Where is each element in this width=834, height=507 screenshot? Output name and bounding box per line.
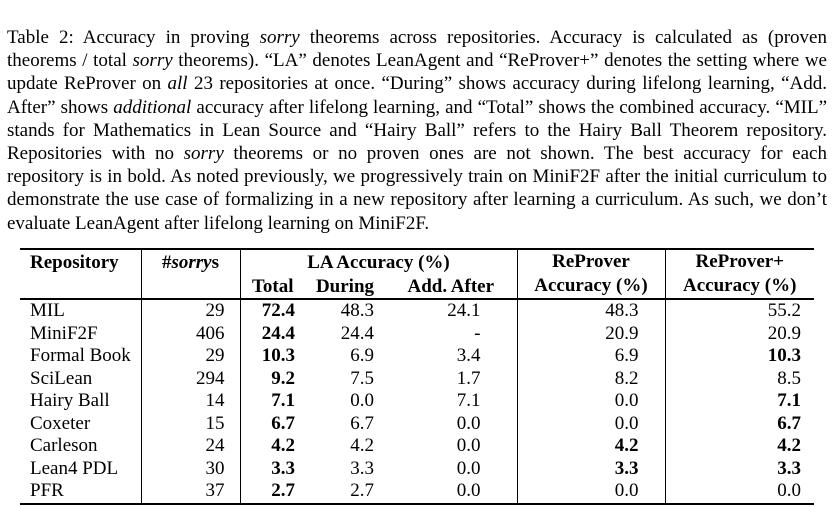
- cell-la-during: 6.7: [350, 412, 374, 434]
- cell-repository: SciLean: [20, 368, 141, 391]
- cell-la-total: 4.2: [271, 435, 295, 456]
- cell-sorrys: 24: [141, 435, 240, 458]
- header-reprover-line1: ReProver: [552, 251, 630, 272]
- cell-reprover-accuracy: 0.0: [517, 413, 665, 436]
- cell-reprover-accuracy: 0.0: [517, 480, 665, 504]
- table-row: [20, 368, 814, 391]
- cell-repository: Formal Book: [20, 345, 141, 368]
- cell-reprover-plus-accuracy: 6.7: [777, 412, 801, 434]
- cell-la-total: 3.3: [271, 457, 295, 479]
- caption-text: theorems). “LA” denotes LeanAgent and “ReProver+” denotes the setting where we update ReProver on: [7, 50, 827, 95]
- cell-repository: Lean4 PDL: [20, 458, 141, 481]
- cell-sorrys: 29: [141, 299, 240, 323]
- cell-la-add-after: 0.0: [385, 458, 517, 481]
- cell-reprover-plus-accuracy: 3.3: [777, 457, 801, 479]
- cell-la-during: 0.0: [350, 390, 374, 411]
- table-row: [20, 323, 814, 346]
- header-row-1: [20, 249, 814, 276]
- caption-italic-term: sorry: [132, 50, 173, 72]
- cell-reprover-accuracy: 20.9: [517, 323, 665, 346]
- cell-reprover-accuracy: 6.9: [517, 345, 665, 368]
- cell-la-during: 3.3: [350, 457, 374, 479]
- cell-reprover-accuracy: 0.0: [517, 390, 665, 413]
- results-table: [20, 248, 814, 505]
- cell-la-total: 2.7: [271, 480, 295, 501]
- caption-text: 23 repositories at once. “During” shows accuracy during lifelong learning, “Add. After” shows: [7, 73, 827, 118]
- caption-italic-term: sorry: [259, 27, 300, 48]
- header-la-add-after: Add. After: [385, 276, 517, 299]
- header-reprover-plus-line1: ReProver+: [695, 251, 785, 272]
- cell-la-during: 6.9: [350, 345, 374, 366]
- table-row: [20, 480, 814, 504]
- caption-italic-term: additional: [113, 96, 192, 118]
- table-header: [20, 249, 814, 299]
- caption-italic-term: sorry: [183, 143, 224, 165]
- cell-la-total: 9.2: [271, 367, 295, 389]
- cell-sorrys: 14: [141, 390, 240, 413]
- cell-la-total: 6.7: [271, 412, 295, 434]
- header-sorrys: [141, 249, 240, 299]
- cell-la-during: 7.5: [350, 367, 374, 389]
- caption-italic-term: all: [167, 73, 188, 95]
- caption-text: theorems across repositories. Accuracy is calculated as (proven theorems / total: [7, 27, 827, 72]
- header-reprover-plus-line2: Accuracy (%): [683, 275, 797, 296]
- cell-reprover-plus-accuracy: 55.2: [767, 300, 801, 321]
- cell-reprover-plus-accuracy: 8.5: [777, 367, 801, 389]
- cell-repository: MiniF2F: [20, 323, 141, 346]
- table-row: [20, 458, 814, 481]
- cell-la-add-after: 0.0: [385, 413, 517, 436]
- caption-text: theorems or no proven ones are not shown. The best accuracy for each repository is in bold. As noted previously, we progressively train on MiniF2F after the initial curriculum to demonstrate the use case of formalizing in a new repository after learning a curriculum. As such, we don’t evaluate LeanAgent after lifelong learning on MiniF2F.: [7, 143, 827, 234]
- cell-la-add-after: 24.1: [385, 299, 517, 323]
- header-sorrys-italic: sorry: [171, 252, 212, 273]
- table-row: [20, 345, 814, 368]
- cell-la-during: 24.4: [340, 322, 374, 344]
- cell-la-add-after: 0.0: [385, 435, 517, 458]
- table-row: [20, 299, 814, 323]
- cell-sorrys: 30: [141, 458, 240, 481]
- cell-reprover-plus-accuracy: 20.9: [767, 322, 801, 344]
- header-reprover-line2: Accuracy (%): [534, 275, 648, 296]
- cell-la-during: 4.2: [350, 435, 374, 456]
- cell-la-add-after: 3.4: [385, 345, 517, 368]
- cell-la-add-after: -: [385, 323, 517, 346]
- cell-la-total: 7.1: [271, 390, 295, 411]
- cell-reprover-plus-accuracy: 7.1: [777, 390, 801, 411]
- cell-reprover-plus-accuracy: 10.3: [767, 345, 801, 366]
- header-reprover-accuracy: [517, 249, 665, 299]
- header-sorrys-suffix: s: [211, 252, 220, 273]
- cell-reprover-accuracy: 4.2: [517, 435, 665, 458]
- cell-sorrys: 406: [141, 323, 240, 346]
- cell-sorrys: 37: [141, 480, 240, 504]
- cell-reprover-accuracy: 8.2: [517, 368, 665, 391]
- cell-reprover-accuracy: 3.3: [517, 458, 665, 481]
- cell-repository: Coxeter: [20, 413, 141, 436]
- table-caption: [7, 26, 827, 235]
- cell-reprover-accuracy: 48.3: [517, 299, 665, 323]
- table-row: [20, 413, 814, 436]
- cell-reprover-plus-accuracy: 0.0: [777, 480, 801, 501]
- cell-sorrys: 15: [141, 413, 240, 436]
- table-row: [20, 390, 814, 413]
- caption-text: accuracy after lifelong learning, and “Total” shows the combined accuracy. “MIL” stands for Mathematics in Lean Source and “Hairy Ball” refers to the Hairy Ball Theorem repository. Repositories with no: [7, 96, 828, 165]
- cell-repository: Carleson: [20, 435, 141, 458]
- header-sorrys-prefix: #: [161, 252, 172, 273]
- cell-la-add-after: 1.7: [385, 368, 517, 391]
- cell-la-add-after: 0.0: [385, 480, 517, 504]
- header-reprover-plus-accuracy: [665, 249, 814, 299]
- cell-la-during: 48.3: [340, 300, 374, 321]
- header-la-during: During: [305, 276, 385, 299]
- cell-repository: PFR: [20, 480, 141, 504]
- table-body: [20, 299, 814, 504]
- cell-repository: MIL: [20, 299, 141, 323]
- header-la-accuracy-group: LA Accuracy (%): [240, 249, 517, 276]
- caption-text: Table 2: Accuracy in proving: [7, 27, 260, 48]
- cell-la-total: 10.3: [261, 345, 295, 366]
- header-repository: Repository: [20, 249, 141, 299]
- cell-la-total: 72.4: [261, 300, 295, 321]
- cell-la-add-after: 7.1: [385, 390, 517, 413]
- cell-reprover-plus-accuracy: 4.2: [777, 435, 801, 456]
- table-row: [20, 435, 814, 458]
- cell-la-during: 2.7: [350, 480, 374, 501]
- cell-sorrys: 29: [141, 345, 240, 368]
- cell-la-total: 24.4: [261, 322, 295, 344]
- cell-sorrys: 294: [141, 368, 240, 391]
- header-la-total: Total: [240, 276, 305, 299]
- cell-repository: Hairy Ball: [20, 390, 141, 413]
